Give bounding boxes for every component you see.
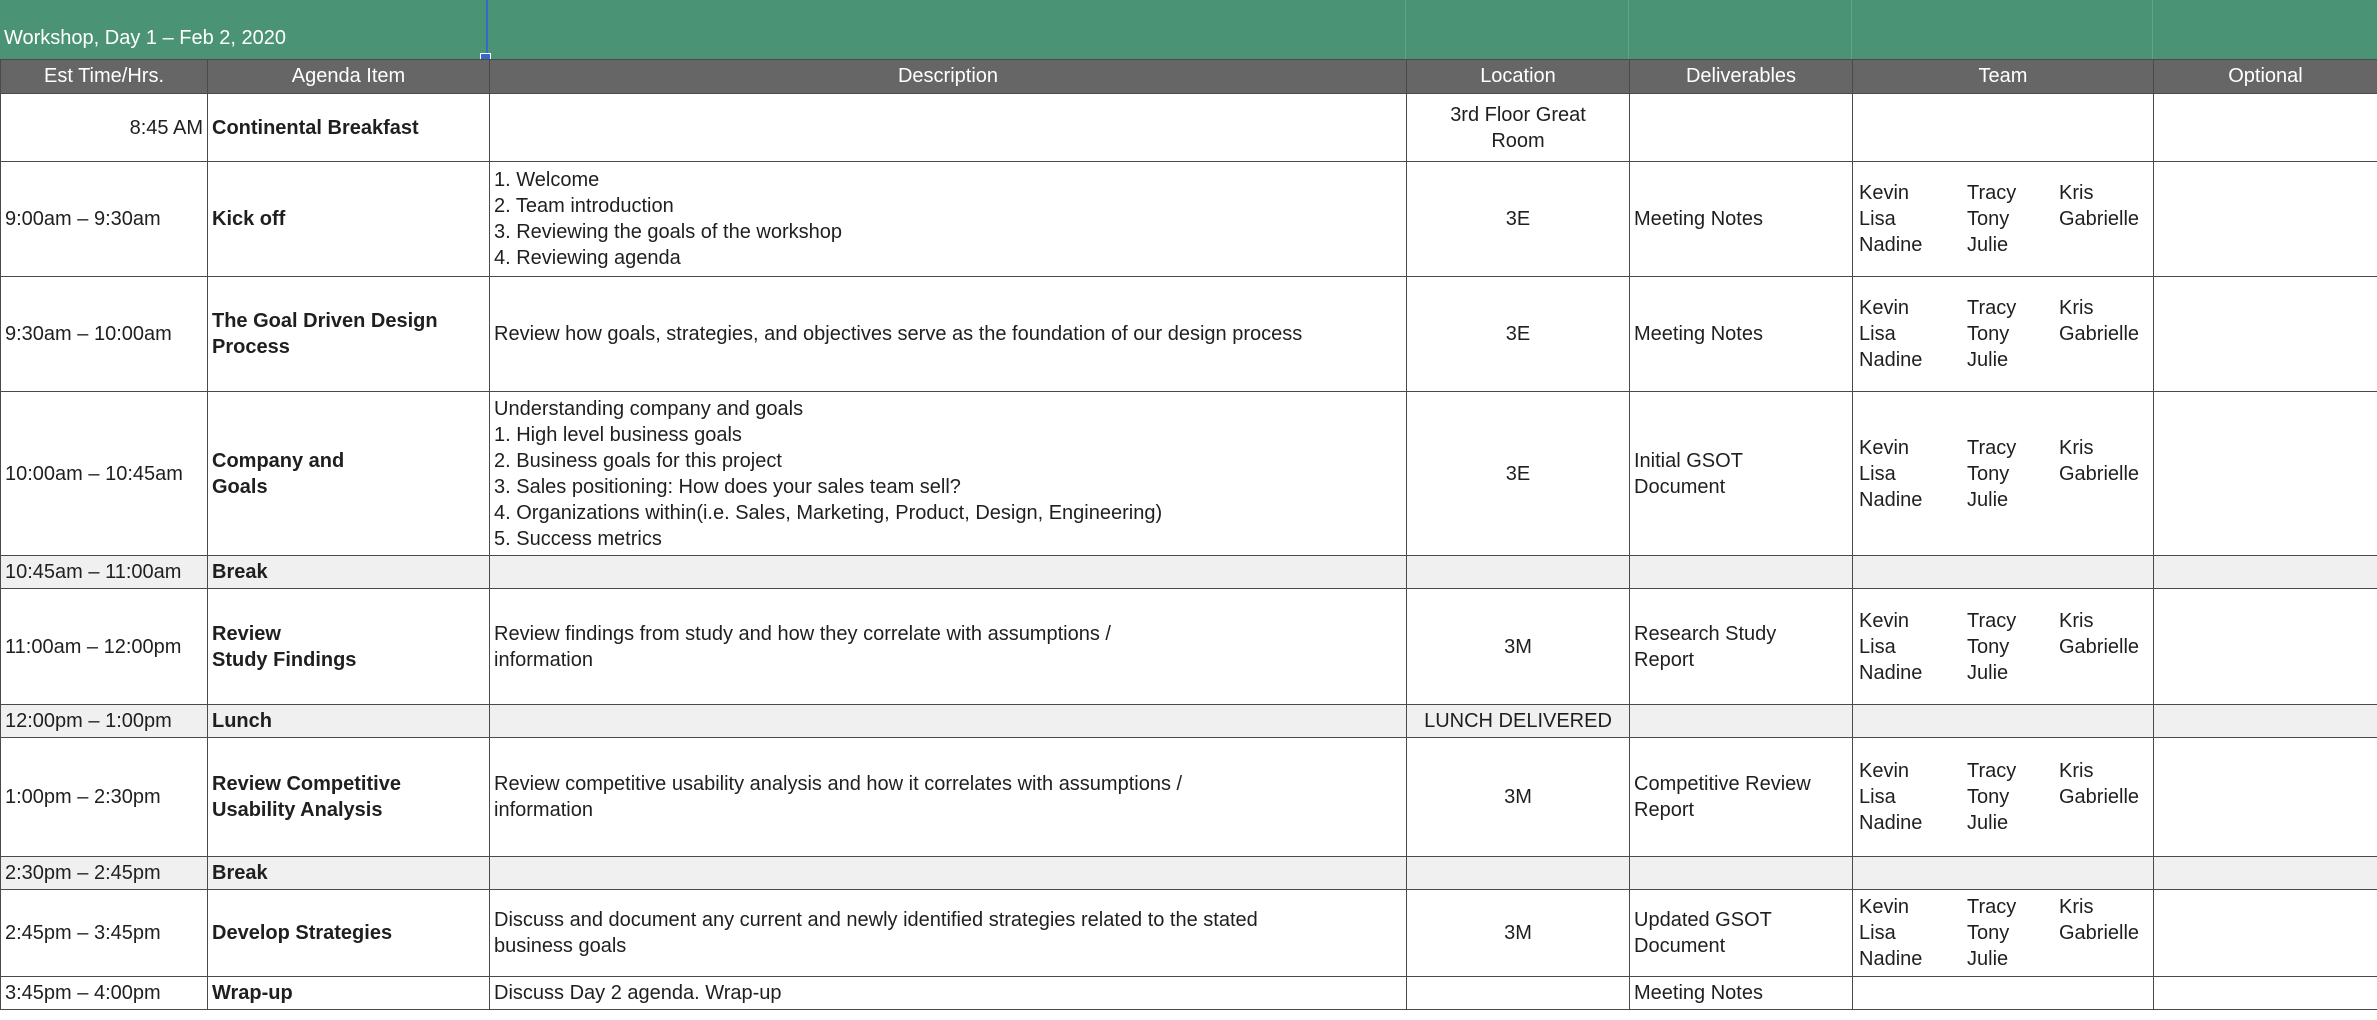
team-member: Gabrielle: [2059, 786, 2140, 808]
optional-cell[interactable]: [2154, 162, 2377, 277]
column-gridline: [1405, 0, 1406, 59]
deliverables-line: Meeting Notes: [1634, 323, 1763, 345]
deliverables-cell[interactable]: [1630, 738, 1853, 857]
header-row: [1, 60, 2377, 94]
agenda-item-line: The Goal Driven Design: [212, 310, 438, 332]
agenda-item-line: Lunch: [212, 710, 272, 732]
location-line: 3M: [1504, 786, 1532, 808]
description-cell[interactable]: [490, 589, 1407, 705]
location-line: 3M: [1504, 922, 1532, 944]
description-line: Review how goals, strategies, and objectives serve as the foundation of our design process: [494, 323, 1303, 345]
time-cell[interactable]: 2:30pm – 2:45pm: [1, 857, 208, 890]
agenda-row: [1, 977, 2377, 1010]
team-member: Kris: [2059, 609, 2094, 632]
team-member: Nadine: [1859, 812, 1923, 834]
description-line: 3. Reviewing the goals of the workshop: [494, 221, 842, 243]
agenda-item-line: Continental Breakfast: [212, 116, 419, 139]
description-cell[interactable]: [490, 977, 1407, 1010]
description-cell[interactable]: [490, 392, 1407, 556]
team-member: Lisa: [1859, 786, 1896, 808]
location-line: 3E: [1505, 323, 1531, 345]
deliverables-cell[interactable]: [1630, 162, 1853, 277]
agenda-item-cell[interactable]: [208, 977, 490, 1010]
deliverables-line: Competitive Review: [1634, 773, 1811, 795]
team-member: Gabrielle: [2059, 208, 2140, 230]
agenda-row: [1, 857, 2377, 890]
deliverables-line: Document: [1634, 475, 1726, 498]
deliverables-cell[interactable]: [1630, 277, 1853, 392]
team-cell[interactable]: [1853, 589, 2154, 705]
location-line: LUNCH DELIVERED: [1424, 710, 1612, 732]
team-member: Julie: [1967, 349, 2009, 371]
agenda-item-cell[interactable]: [208, 705, 490, 738]
description-line: 4. Organizations within(i.e. Sales, Marketing, Product, Design, Engineering): [494, 501, 1163, 524]
agenda-table: [0, 59, 2377, 1010]
time-cell[interactable]: 8:45 AM: [1, 94, 208, 162]
team-members: [1857, 295, 2149, 373]
team-members: [1857, 608, 2149, 686]
agenda-item-line: Kick off: [212, 208, 286, 230]
deliverables-cell[interactable]: [1630, 977, 1853, 1010]
location-cell[interactable]: [1407, 738, 1630, 857]
team-member: Julie: [1967, 234, 2009, 256]
deliverables-line: Research Study: [1634, 622, 1777, 645]
deliverables-line: Updated GSOT: [1634, 909, 1772, 931]
team-member: Tony: [1967, 208, 2010, 230]
column-header-agenda-item[interactable]: Agenda Item: [208, 60, 490, 94]
location-cell[interactable]: [1407, 94, 1630, 162]
deliverables-line: Meeting Notes: [1634, 982, 1763, 1004]
optional-cell[interactable]: [2154, 392, 2377, 556]
agenda-item-cell[interactable]: [208, 277, 490, 392]
agenda-row: [1, 556, 2377, 589]
team-cell[interactable]: [1853, 162, 2154, 277]
agenda-row: [1, 705, 2377, 738]
optional-cell[interactable]: [2154, 589, 2377, 705]
agenda-item-line: Develop Strategies: [212, 922, 393, 944]
agenda-item-cell[interactable]: [208, 162, 490, 277]
deliverables-cell[interactable]: [1630, 556, 1853, 589]
agenda-item-line: Break: [212, 862, 268, 884]
location-cell[interactable]: [1407, 705, 1630, 738]
team-member: Tracy: [1967, 896, 2017, 918]
agenda-row: [1, 589, 2377, 705]
team-member: Nadine: [1859, 661, 1923, 684]
description-line: information: [494, 648, 593, 671]
time-cell[interactable]: 3:45pm – 4:00pm: [1, 977, 208, 1010]
team-member: Lisa: [1859, 323, 1896, 345]
description-cell[interactable]: [490, 705, 1407, 738]
column-header-deliverables[interactable]: Deliverables: [1630, 60, 1853, 94]
deliverables-cell[interactable]: [1630, 589, 1853, 705]
location-cell[interactable]: [1407, 890, 1630, 977]
time-cell[interactable]: 11:00am – 12:00pm: [1, 589, 208, 705]
description-line: 5. Success metrics: [494, 527, 662, 550]
team-member: Kris: [2059, 436, 2094, 459]
team-member: Nadine: [1859, 948, 1923, 970]
team-member: Julie: [1967, 948, 2009, 970]
location-line: Room: [1491, 129, 1545, 152]
column-header-location[interactable]: Location: [1407, 60, 1630, 94]
team-cell[interactable]: [1853, 977, 2154, 1010]
agenda-item-cell[interactable]: [208, 589, 490, 705]
column-header-team[interactable]: Team: [1853, 60, 2154, 94]
description-cell[interactable]: [490, 162, 1407, 277]
deliverables-cell[interactable]: [1630, 392, 1853, 556]
location-line: 3E: [1505, 208, 1531, 230]
team-member: Kevin: [1859, 760, 1910, 782]
agenda-body: [1, 94, 2377, 1010]
team-member: Lisa: [1859, 462, 1896, 485]
deliverables-line: Meeting Notes: [1634, 208, 1763, 230]
team-member: Gabrielle: [2059, 635, 2140, 658]
agenda-row: [1, 392, 2377, 556]
deliverables-line: Initial GSOT: [1634, 449, 1743, 472]
team-member: Kris: [2059, 760, 2094, 782]
deliverables-cell[interactable]: [1630, 94, 1853, 162]
description-line: 3. Sales positioning: How does your sales team sell?: [494, 475, 961, 498]
agenda-item-line: Review Competitive: [212, 773, 401, 795]
team-member: Tracy: [1967, 609, 2017, 632]
team-cell[interactable]: [1853, 556, 2154, 589]
team-members: [1857, 435, 2149, 513]
agenda-item-cell[interactable]: [208, 392, 490, 556]
optional-cell[interactable]: [2154, 977, 2377, 1010]
description-cell[interactable]: [490, 94, 1407, 162]
team-member: Tracy: [1967, 760, 2017, 782]
description-line: information: [494, 799, 593, 821]
optional-cell[interactable]: [2154, 705, 2377, 738]
team-member: Tony: [1967, 922, 2010, 944]
agenda-item-line: Break: [212, 561, 268, 583]
description-line: 4. Reviewing agenda: [494, 247, 681, 269]
agenda-item-cell[interactable]: [208, 890, 490, 977]
location-line: 3rd Floor Great: [1450, 103, 1586, 126]
agenda-item-line: Process: [212, 336, 290, 358]
description-line: business goals: [494, 935, 627, 957]
team-member: Kevin: [1859, 609, 1910, 632]
agenda-row: [1, 738, 2377, 857]
time-cell[interactable]: 10:45am – 11:00am: [1, 556, 208, 589]
team-member: Kevin: [1859, 436, 1910, 459]
team-member: Kris: [2059, 896, 2094, 918]
optional-cell[interactable]: [2154, 738, 2377, 857]
optional-cell[interactable]: [2154, 890, 2377, 977]
description-cell[interactable]: [490, 277, 1407, 392]
team-member: Kris: [2059, 297, 2094, 319]
agenda-row: [1, 277, 2377, 392]
team-member: Tracy: [1967, 182, 2017, 204]
description-line: Discuss Day 2 agenda. Wrap-up: [494, 982, 782, 1004]
team-member: Kevin: [1859, 297, 1910, 319]
description-line: Understanding company and goals: [494, 397, 804, 420]
team-members: [1857, 758, 2149, 836]
team-cell[interactable]: [1853, 94, 2154, 162]
agenda-item-line: Study Findings: [212, 648, 357, 671]
column-gridline: [1851, 0, 1852, 59]
team-member: Gabrielle: [2059, 922, 2140, 944]
sheet-title-row[interactable]: [0, 0, 2377, 59]
location-line: 3E: [1505, 462, 1531, 485]
team-member: Julie: [1967, 812, 2009, 834]
team-member: Tracy: [1967, 297, 2017, 319]
optional-cell[interactable]: [2154, 857, 2377, 890]
agenda-item-line: Wrap-up: [212, 982, 293, 1004]
location-cell[interactable]: [1407, 977, 1630, 1010]
description-cell[interactable]: [490, 738, 1407, 857]
deliverables-line: Document: [1634, 935, 1726, 957]
agenda-item-cell[interactable]: [208, 857, 490, 890]
location-line: 3M: [1504, 635, 1532, 658]
location-cell[interactable]: [1407, 277, 1630, 392]
location-cell[interactable]: [1407, 589, 1630, 705]
description-line: 2. Business goals for this project: [494, 449, 782, 472]
team-member: Julie: [1967, 661, 2009, 684]
team-member: Nadine: [1859, 488, 1923, 511]
deliverables-cell[interactable]: [1630, 857, 1853, 890]
column-header-est-time[interactable]: Est Time/Hrs.: [1, 60, 208, 94]
team-member: Lisa: [1859, 208, 1896, 230]
agenda-row: [1, 162, 2377, 277]
agenda-item-cell[interactable]: [208, 94, 490, 162]
deliverables-line: Report: [1634, 799, 1695, 821]
location-cell[interactable]: [1407, 556, 1630, 589]
agenda-item-line: Usability Analysis: [212, 799, 383, 821]
team-member: Gabrielle: [2059, 323, 2140, 345]
time-cell[interactable]: 9:30am – 10:00am: [1, 277, 208, 392]
agenda-item-line: Goals: [212, 475, 268, 498]
column-header-description[interactable]: Description: [490, 60, 1407, 94]
agenda-item-line: Review: [212, 622, 281, 645]
team-members: [1857, 894, 2149, 972]
team-member: Nadine: [1859, 349, 1923, 371]
sheet-title: Workshop, Day 1 – Feb 2, 2020: [4, 27, 287, 49]
team-member: Tony: [1967, 635, 2010, 658]
team-member: Kevin: [1859, 896, 1910, 918]
description-line: Review competitive usability analysis and how it correlates with assumptions /: [494, 773, 1183, 795]
description-line: Review findings from study and how they correlate with assumptions /: [494, 622, 1111, 645]
location-cell[interactable]: [1407, 162, 1630, 277]
team-member: Julie: [1967, 488, 2009, 511]
team-member: Kris: [2059, 182, 2094, 204]
time-cell[interactable]: 9:00am – 9:30am: [1, 162, 208, 277]
team-member: Lisa: [1859, 922, 1896, 944]
agenda-row: [1, 94, 2377, 162]
optional-cell[interactable]: [2154, 556, 2377, 589]
description-cell[interactable]: [490, 857, 1407, 890]
description-line: 1. High level business goals: [494, 423, 742, 446]
team-member: Tracy: [1967, 436, 2017, 459]
cell-selection-border: [486, 0, 488, 58]
time-cell[interactable]: 10:00am – 10:45am: [1, 392, 208, 556]
time-cell[interactable]: 2:45pm – 3:45pm: [1, 890, 208, 977]
location-cell[interactable]: [1407, 392, 1630, 556]
team-member: Lisa: [1859, 635, 1896, 658]
team-cell[interactable]: [1853, 392, 2154, 556]
team-cell[interactable]: [1853, 705, 2154, 738]
team-members: [1857, 180, 2149, 258]
description-cell[interactable]: [490, 890, 1407, 977]
team-member: Tony: [1967, 786, 2010, 808]
location-cell[interactable]: [1407, 857, 1630, 890]
team-cell[interactable]: [1853, 277, 2154, 392]
team-member: Gabrielle: [2059, 462, 2140, 485]
team-member: Tony: [1967, 462, 2010, 485]
description-line: 2. Team introduction: [494, 195, 674, 217]
agenda-row: [1, 890, 2377, 977]
column-header-optional[interactable]: Optional: [2154, 60, 2377, 94]
optional-cell[interactable]: [2154, 94, 2377, 162]
team-cell[interactable]: [1853, 857, 2154, 890]
agenda-item-line: Company and: [212, 449, 345, 472]
deliverables-cell[interactable]: [1630, 705, 1853, 738]
description-line: Discuss and document any current and newly identified strategies related to the stated: [494, 909, 1258, 931]
description-line: 1. Welcome: [494, 169, 600, 191]
team-member: Nadine: [1859, 234, 1923, 256]
team-member: Kevin: [1859, 182, 1910, 204]
description-cell[interactable]: [490, 556, 1407, 589]
column-gridline: [2152, 0, 2153, 59]
time-cell[interactable]: 12:00pm – 1:00pm: [1, 705, 208, 738]
team-member: Tony: [1967, 323, 2010, 345]
team-cell[interactable]: [1853, 738, 2154, 857]
column-gridline: [1628, 0, 1629, 59]
agenda-item-cell[interactable]: [208, 556, 490, 589]
optional-cell[interactable]: [2154, 277, 2377, 392]
agenda-item-cell[interactable]: [208, 738, 490, 857]
team-cell[interactable]: [1853, 890, 2154, 977]
time-cell[interactable]: 1:00pm – 2:30pm: [1, 738, 208, 857]
deliverables-cell[interactable]: [1630, 890, 1853, 977]
deliverables-line: Report: [1634, 648, 1695, 671]
